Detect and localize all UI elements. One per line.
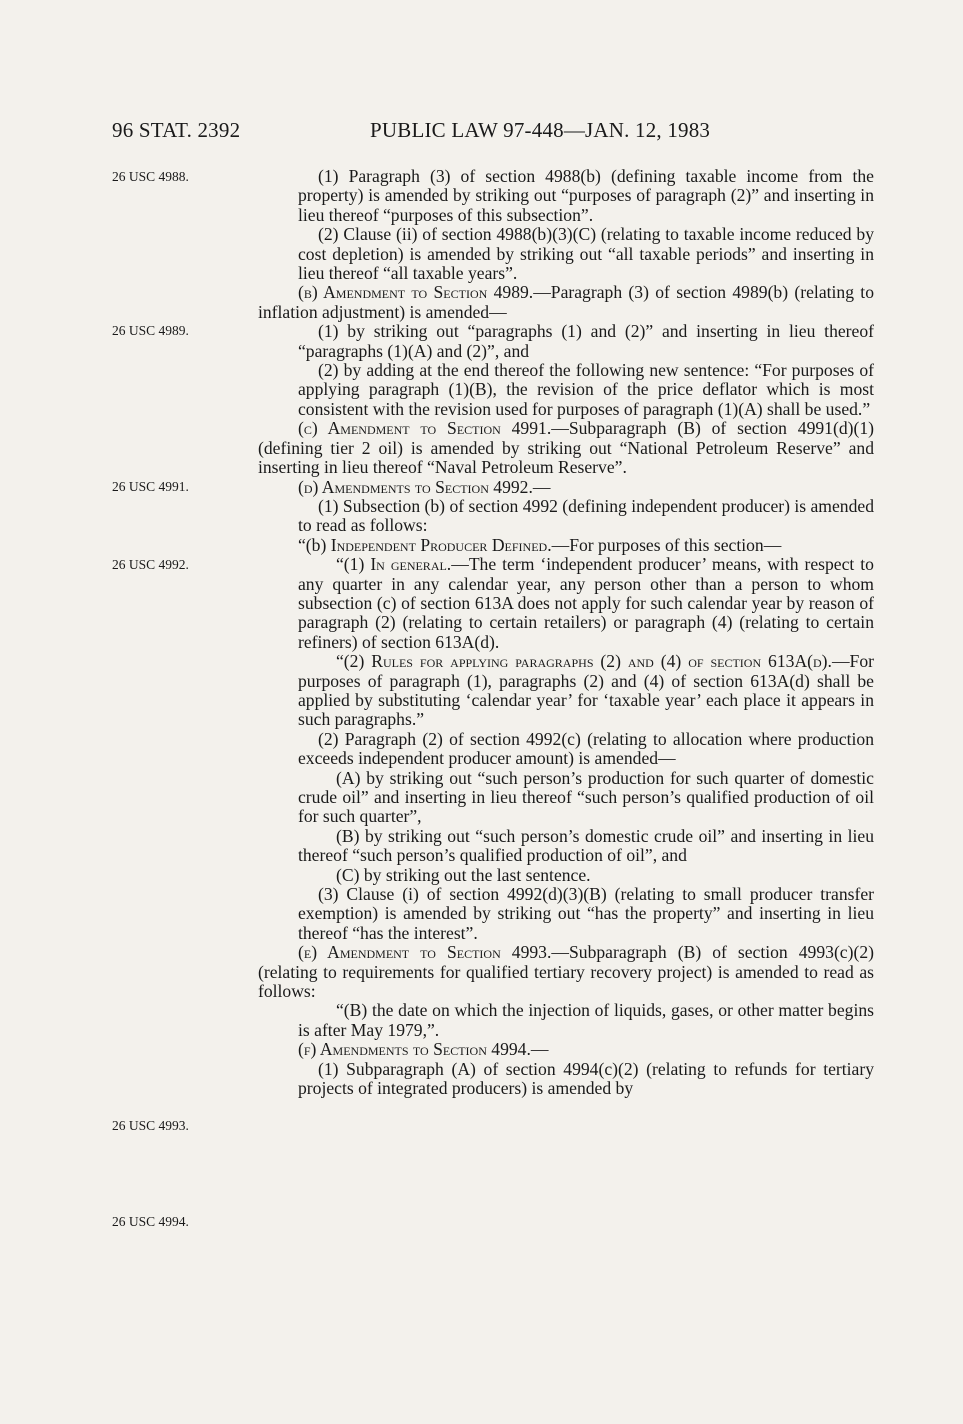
quoted-paragraph — [258, 555, 874, 652]
paragraph: (2) Clause (ii) of section 4988(b)(3)(C) (relating to taxable income reduced by cost depletion) is amended by striking out “all taxable periods” and inserting in lieu thereof “all taxable years”. — [298, 224, 874, 284]
subparagraph: (B) by striking out “such person’s domestic crude oil” and inserting in lieu thereof “such person’s qualified production of oil”, and — [298, 825, 874, 866]
section-paragraph — [258, 1040, 874, 1059]
quoted-heading: In general. — [370, 554, 452, 575]
quoted-heading: Rules for applying paragraphs (2) and (4) of section 613A(d). — [371, 651, 832, 672]
quoted-paragraph — [258, 652, 874, 730]
quoted-text: —For purposes of this section— — [551, 534, 782, 555]
margin-note-4989: 26 USC 4989. — [112, 323, 189, 338]
paragraph: (2) Paragraph (2) of section 4992(c) (relating to allocation where production exceeds independent producer amount) is amended— — [298, 728, 874, 769]
section-text: —Paragraph (3) of section 4989(b) (relating to inflation adjustment) is amended— — [258, 282, 874, 322]
section-text: — — [530, 1039, 549, 1060]
stat-page-number: 96 STAT. 2392 — [112, 118, 241, 142]
margin-note-4994: 26 USC 4994. — [112, 1214, 189, 1229]
paragraph: (1) by striking out “paragraphs (1) and (2)” and inserting in lieu thereof “paragraphs (1)(A) and (2)”, and — [298, 321, 874, 361]
paragraph: (2) by adding at the end thereof the following new sentence: “For purposes of applying paragraph (1)(B), the revision of the price deflator which is most consistent with the revision used for purposes of paragraph (1)(A) shall be used.” — [298, 360, 874, 419]
paragraph: (1) Subsection (b) of section 4992 (defining independent producer) is amended to read as follows: — [298, 495, 874, 536]
paragraph: (3) Clause (i) of section 4992(d)(3)(B) (relating to small producer transfer exemption) is amended by striking out “has the property” and inserting in lieu thereof “has the interest”. — [298, 884, 874, 943]
quoted-prefix: “(b) — [298, 534, 331, 555]
section-heading: (d) Amendments to Section 4992. — [298, 476, 533, 497]
quoted-heading: Independent Producer Defined. — [330, 534, 552, 555]
section-paragraph — [258, 943, 874, 1001]
page-header — [112, 118, 872, 148]
section-text: —Subparagraph (B) of section 4991(d)(1) (defining tier 2 oil) is amended by striking out “National Petroleum Reserve” and inserting in lieu thereof “Naval Petroleum Reserve”. — [258, 418, 874, 478]
public-law-title: PUBLIC LAW 97-448—JAN. 12, 1983 — [370, 118, 711, 142]
margin-note-4993: 26 USC 4993. — [112, 1118, 189, 1133]
margin-note-4991: 26 USC 4991. — [112, 479, 189, 494]
quoted-subparagraph: “(B) the date on which the injection of liquids, gases, or other matter begins is after May 1979,”. — [298, 1000, 874, 1040]
section-heading: (f) Amendments to Section 4994. — [298, 1039, 531, 1060]
quoted-prefix: “(1) — [336, 554, 371, 575]
section-text: —Subparagraph (B) of section 4993(c)(2) (relating to requirements for qualified tertiary recovery project) is amended to read as follows: — [258, 942, 874, 1002]
section-paragraph — [258, 283, 874, 322]
margin-note-4988: 26 USC 4988. — [112, 169, 189, 184]
section-paragraph — [258, 478, 874, 497]
paragraph: (1) Subparagraph (A) of section 4994(c)(2) (relating to refunds for tertiary projects of integrated producers) is amended by — [298, 1058, 874, 1099]
paragraph: (1) Paragraph (3) of section 4988(b) (defining taxable income from the property) is amended by striking out “purposes of paragraph (2)” and inserting in lieu thereof “purposes of this subsection”. — [298, 166, 874, 225]
body-text — [258, 167, 874, 1099]
quoted-subsection — [258, 536, 874, 555]
section-heading: (b) Amendment to Section 4989. — [298, 282, 534, 303]
margin-note-4992: 26 USC 4992. — [112, 557, 189, 572]
section-heading: (e) Amendment to Section 4993. — [298, 942, 552, 963]
quoted-text: —The term ‘independent producer’ means, with respect to any quarter in any calendar year, any person other than a person to whom subsection (c) of section 613A does not apply for such calendar year by reason of paragraph (2) (relating to certain retailers) or paragraph (4) (relating to certain refiners) of section 613A(d). — [298, 554, 874, 652]
quoted-prefix: “(2) — [336, 651, 372, 672]
section-paragraph — [258, 419, 874, 477]
section-heading: (c) Amendment to Section 4991. — [298, 418, 552, 439]
section-text: — — [532, 476, 551, 497]
subparagraph: (A) by striking out “such person’s production for such quarter of domestic crude oil” and inserting in lieu thereof “such person’s qualified production of oil for such quarter”, — [298, 767, 874, 827]
subparagraph: (C) by striking out the last sentence. — [336, 864, 591, 885]
quoted-text: —For purposes of paragraph (1), paragraphs (2) and (4) of section 613A(d) shall be applied by substituting ‘calendar year’ for ‘taxable year’ each place it appears in such paragraphs.” — [298, 651, 874, 730]
